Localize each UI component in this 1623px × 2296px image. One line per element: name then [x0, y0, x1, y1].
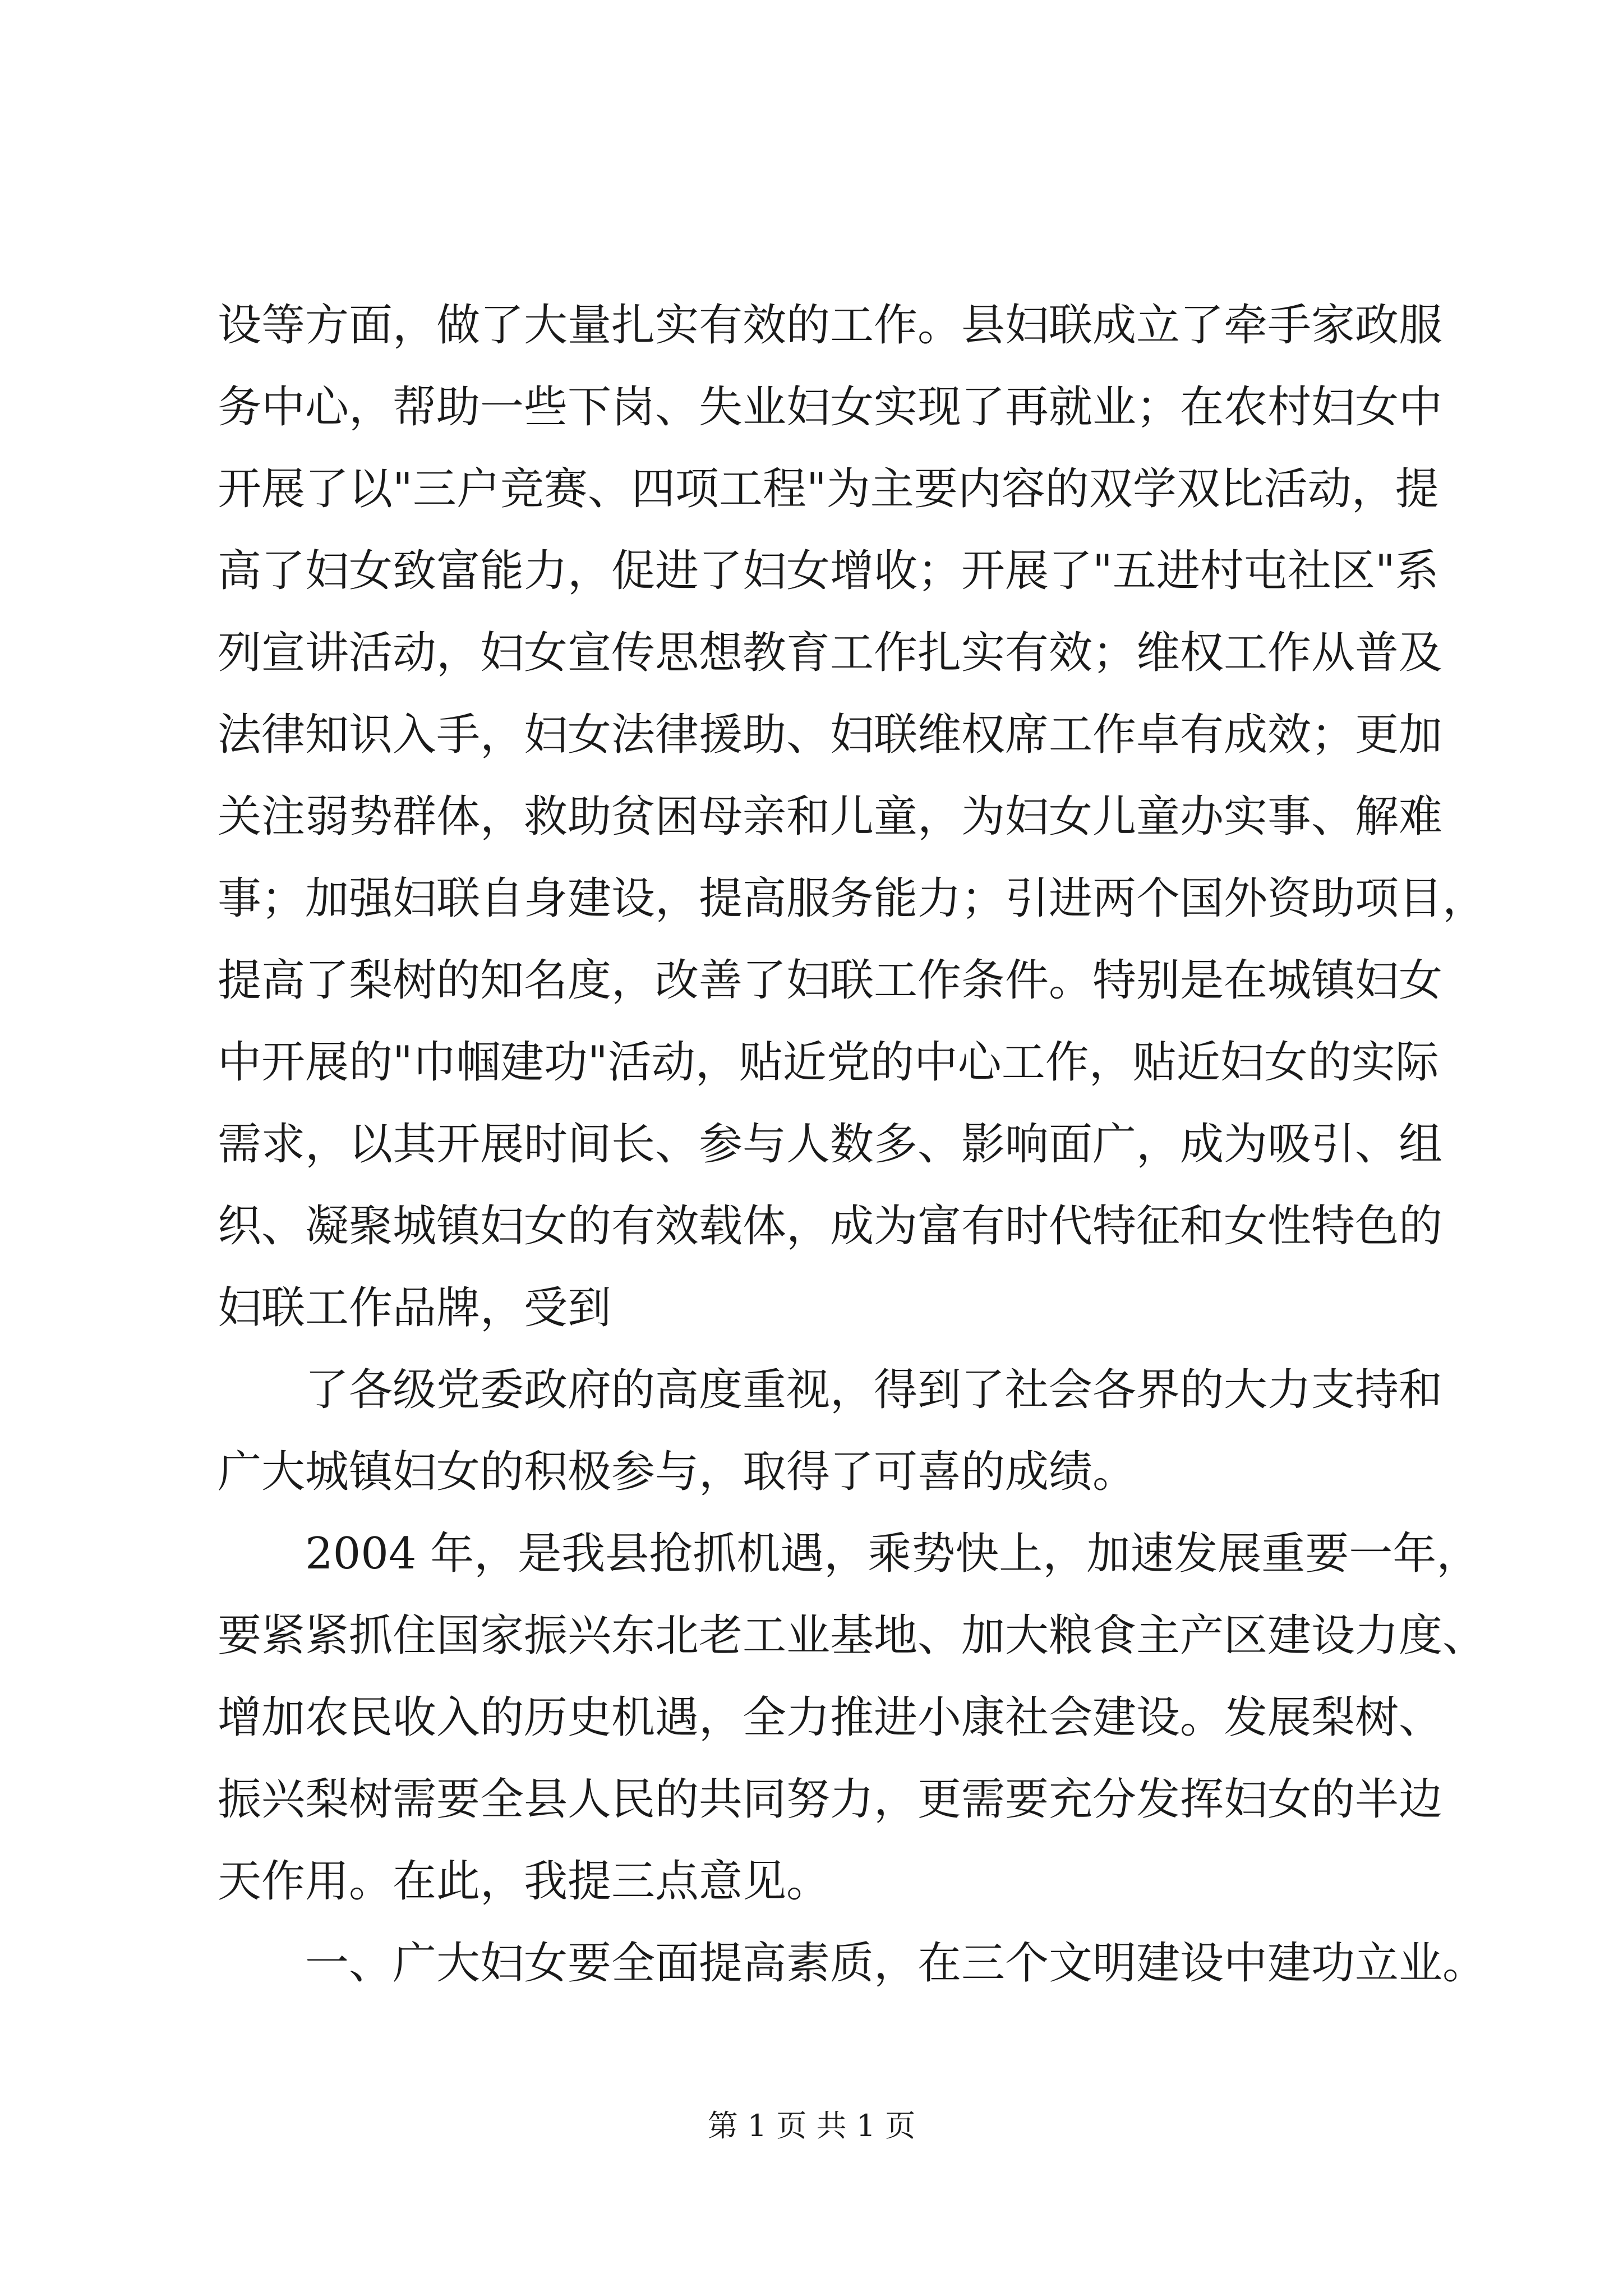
body-line-18: 增加农民收入的历史机遇，全力推进小康社会建设。发展梨树、: [218, 1692, 1443, 1743]
body-line-2: 务中心，帮助一些下岗、失业妇女实现了再就业；在农村妇女中: [218, 382, 1443, 432]
body-line-15: 广大城镇妇女的积极参与，取得了可喜的成绩。: [218, 1447, 1137, 1497]
body-line-13: 妇联工作品牌，受到: [218, 1283, 612, 1333]
body-line-7: 关注弱势群体，救助贫困母亲和儿童，为妇女儿童办实事、解难: [218, 792, 1443, 842]
body-line-4: 高了妇女致富能力，促进了妇女增收；开展了"五进村屯社区"系: [218, 546, 1439, 596]
body-line-21: 一、广大妇女要全面提高素质，在三个文明建设中建功立业。: [305, 1938, 1487, 1989]
body-line-12: 织、凝聚城镇妇女的有效载体，成为富有时代特征和女性特色的: [218, 1201, 1443, 1251]
body-line-20: 天作用。在此，我提三点意见。: [218, 1856, 831, 1907]
body-line-11: 需求，以其开展时间长、参与人数多、影响面广，成为吸引、组: [218, 1119, 1443, 1170]
body-line-9: 提高了梨树的知名度，改善了妇联工作条件。特别是在城镇妇女: [218, 955, 1443, 1006]
body-line-5: 列宣讲活动，妇女宣传思想教育工作扎实有效；维权工作从普及: [218, 628, 1443, 678]
page-footer: 第 1 页 共 1 页: [707, 2108, 916, 2143]
body-line-19: 振兴梨树需要全县人民的共同努力，更需要充分发挥妇女的半边: [218, 1774, 1443, 1825]
body-line-16: 2004 年，是我县抢抓机遇，乘势快上，加速发展重要一年，: [305, 1529, 1481, 1579]
body-line-6: 法律知识入手，妇女法律援助、妇联维权席工作卓有成效；更加: [218, 710, 1443, 760]
body-line-10: 中开展的"巾帼建功"活动，贴近党的中心工作，贴近妇女的实际: [218, 1037, 1439, 1088]
body-line-1: 设等方面，做了大量扎实有效的工作。县妇联成立了牵手家政服: [218, 300, 1443, 351]
body-line-14: 了各级党委政府的高度重视，得到了社会各界的大力支持和: [305, 1365, 1443, 1415]
body-line-3: 开展了以"三户竞赛、四项工程"为主要内容的双学双比活动，提: [218, 464, 1439, 514]
body-line-8: 事；加强妇联自身建设，提高服务能力；引进两个国外资助项目，: [218, 873, 1487, 924]
body-line-17: 要紧紧抓住国家振兴东北老工业基地、加大粮食主产区建设力度、: [218, 1611, 1487, 1661]
